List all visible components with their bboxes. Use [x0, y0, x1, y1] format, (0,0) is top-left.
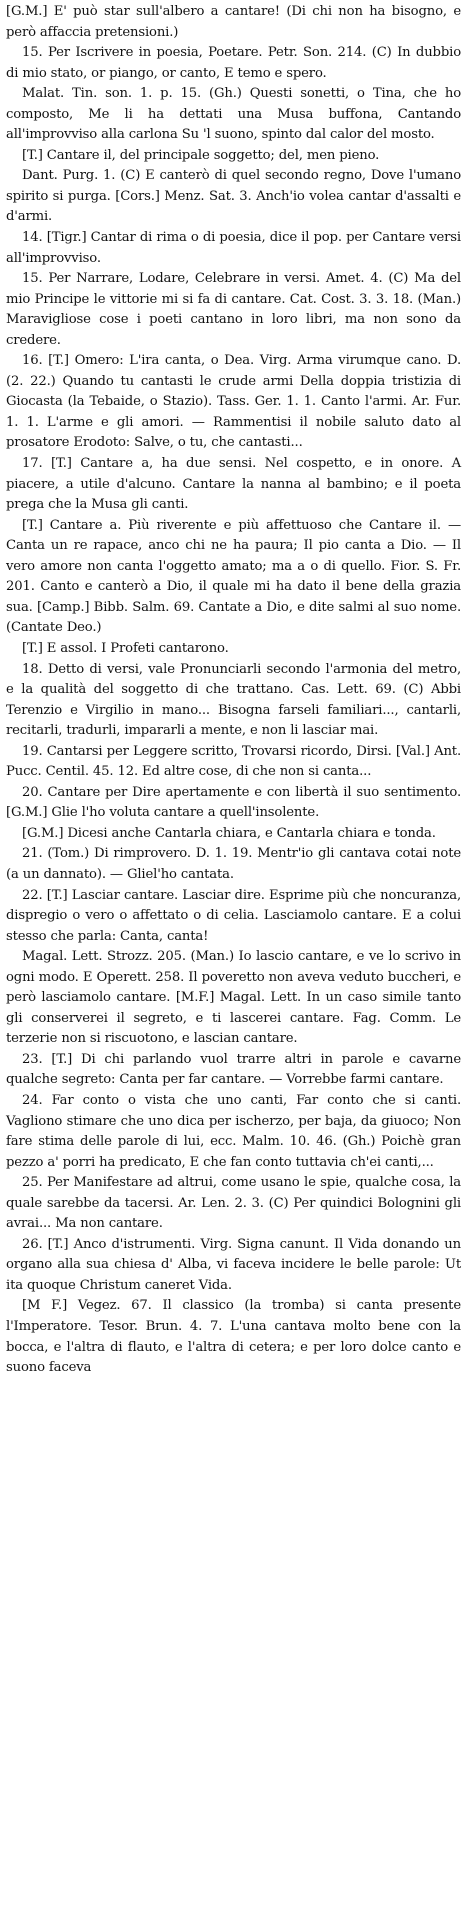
entry-paragraph: [G.M.] Dicesi anche Cantarla chiara, e Cantarla chiara e tonda. [22, 825, 436, 841]
entry-paragraph: 19. Cantarsi per Leggere scritto, Trovarsi ricordo, Dirsi. [Val.] Ant. Pucc. Centil. 45. 12. Ed altre cose, di che non si canta... [6, 743, 461, 780]
entry-paragraph: 24. Far conto o vista che uno canti, Far conto che si canti. Vagliono stimare che uno dica per ischerzo, per baja, da giuoco; Non fare stima delle parole di lui, ecc. Malm. 10. 46. (Gh.) Poichè gran pezzo a' porri ha predicato, E che fan conto tuttavia ch'ei canti,... [6, 1092, 461, 1170]
entry-paragraph: Malat. Tin. son. 1. p. 15. (Gh.) Questi sonetti, o Tina, che ho composto, Me li ha dettati una Musa buffona, Cantando all'improvviso alla carlona Su 'l suono, spinto dal calor del mosto. [6, 86, 461, 143]
entry-paragraph: 16. [T.] Omero: L'ira canta, o Dea. Virg. Arma virumque cano. D. (2. 22.) Quando tu cantasti le crude armi Della doppia tristizia di Giocasta (la Tebaide, o Stazio). Tass. Ger. 1. 1. Canto l'armi. Ar. Fur. 1. 1. L'arme e gli amori. — Rammentisi il nobile saluto dato al prosatore Erodoto: Salve, o tu, che cantasti... [6, 353, 461, 451]
entry-paragraph: 18. Detto di versi, vale Pronunciarli secondo l'armonia del metro, e la qualità del soggetto di che trattano. Cas. Lett. 69. (C) Abbi Terenzio e Virgilio in mano... Bisogna farseli familiari..., cantarli, recitarli, tradurli, impararli a mente, e non li lasciar mai. [6, 661, 461, 739]
entry-paragraph: 25. Per Manifestare ad altrui, come usano le spie, qualche cosa, la quale sarebbe da tacersi. Ar. Len. 2. 3. (C) Per quindici Bolognini gli avrai... Ma non cantare. [6, 1175, 461, 1232]
entry-paragraph: 14. [Tigr.] Cantar di rima o di poesia, dice il pop. per Cantare versi all'improvviso. [6, 230, 461, 266]
entry-paragraph: 15. Per Iscrivere in poesia, Poetare. Petr. Son. 214. (C) In dubbio di mio stato, or piango, or canto, E temo e spero. [6, 45, 461, 81]
entry-paragraph: 22. [T.] Lasciar cantare. Lasciar dire. Esprime più che noncuranza, dispregio o vero o affettato o di celia. Lasciamolo cantare. E a colui stesso che parla: Canta, canta! [6, 887, 461, 944]
entry-paragraph: 26. [T.] Anco d'istrumenti. Virg. Signa canunt. Il Vida donando un organo alla sua chiesa d' Alba, vi faceva incidere le belle parole: Ut ita quoque Christum caneret Vida. [6, 1236, 461, 1293]
entry-paragraph: [T.] Cantare a. Più riverente e più affettuoso che Cantare il. — Canta un re rapace, anco chi ne ha paura; Il pio canta a Dio. — Il vero amore non canta l'oggetto amato; ma a o di quello. Fior. S. Fr. 201. Canto e canterò a Dio, il quale mi ha dato il bene della grazia sua. [Camp.] Bibb. Salm. 69. Cantate a Dio, e dite salmi al suo nome. (Cantate Deo.) [6, 517, 461, 636]
entry-paragraph: 20. Cantare per Dire apertamente e con libertà il suo sentimento. [G.M.] Glie l'ho voluta cantare a quell'insolente. [6, 784, 461, 821]
entry-paragraph: [G.M.] E' può star sull'albero a cantare! (Di chi non ha bisogno, e però affaccia pretensioni.) [6, 4, 461, 40]
entry-paragraph: [M F.] Vegez. 67. Il classico (la tromba) si canta presente l'Imperatore. Tesor. Brun. 4. 7. L'una cantava molto bene con la bocca, e l'altra di flauto, e l'altra di cetera; e per loro dolce canto e suono faceva [6, 1298, 461, 1376]
entry-paragraph: [T.] Cantare il, del principale soggetto; del, men pieno. [22, 147, 380, 163]
entry-paragraph: 23. [T.] Di chi parlando vuol trarre altri in parole e cavarne qualche segreto: Canta per far cantare. — Vorrebbe farmi cantare. [6, 1051, 461, 1088]
entry-paragraph: 15. Per Narrare, Lodare, Celebrare in versi. Amet. 4. (C) Ma del mio Principe le vittorie mi si fa di cantare. Cat. Cost. 3. 3. 18. (Man.) Maravigliose cose i poeti cantano in loro libri, ma non sono da credere. [6, 271, 461, 348]
entry-paragraph: 21. (Tom.) Di rimprovero. D. 1. 19. Mentr'io gli cantava cotai note (a un dannato). — Gliel'ho cantata. [6, 846, 461, 882]
entry-paragraph: [T.] E assol. I Profeti cantarono. [22, 640, 229, 656]
entry-paragraph: 17. [T.] Cantare a, ha due sensi. Nel cospetto, e in onore. A piacere, a utile d'alcuno. Cantare la nanna al bambino; e il poeta prega che la Musa gli canti. [6, 456, 461, 513]
entry-paragraph: Dant. Purg. 1. (C) E canterò di quel secondo regno, Dove l'umano spirito si purga. [Cors.] Menz. Sat. 3. Anch'io volea cantar d'assalti e d'armi. [6, 168, 461, 225]
entry-paragraph: Magal. Lett. Strozz. 205. (Man.) Io lascio cantare, e ve lo scrivo in ogni modo. E Operett. 258. Il poveretto non aveva veduto buccheri, e però lasciamolo cantare. [M.F.] Magal. Lett. In un caso simile tanto gli conserverei il segreto, e ti lascerei cantare. Fag. Comm. Le terzerie non si riscuotono, e lascian cantare. [6, 949, 461, 1047]
